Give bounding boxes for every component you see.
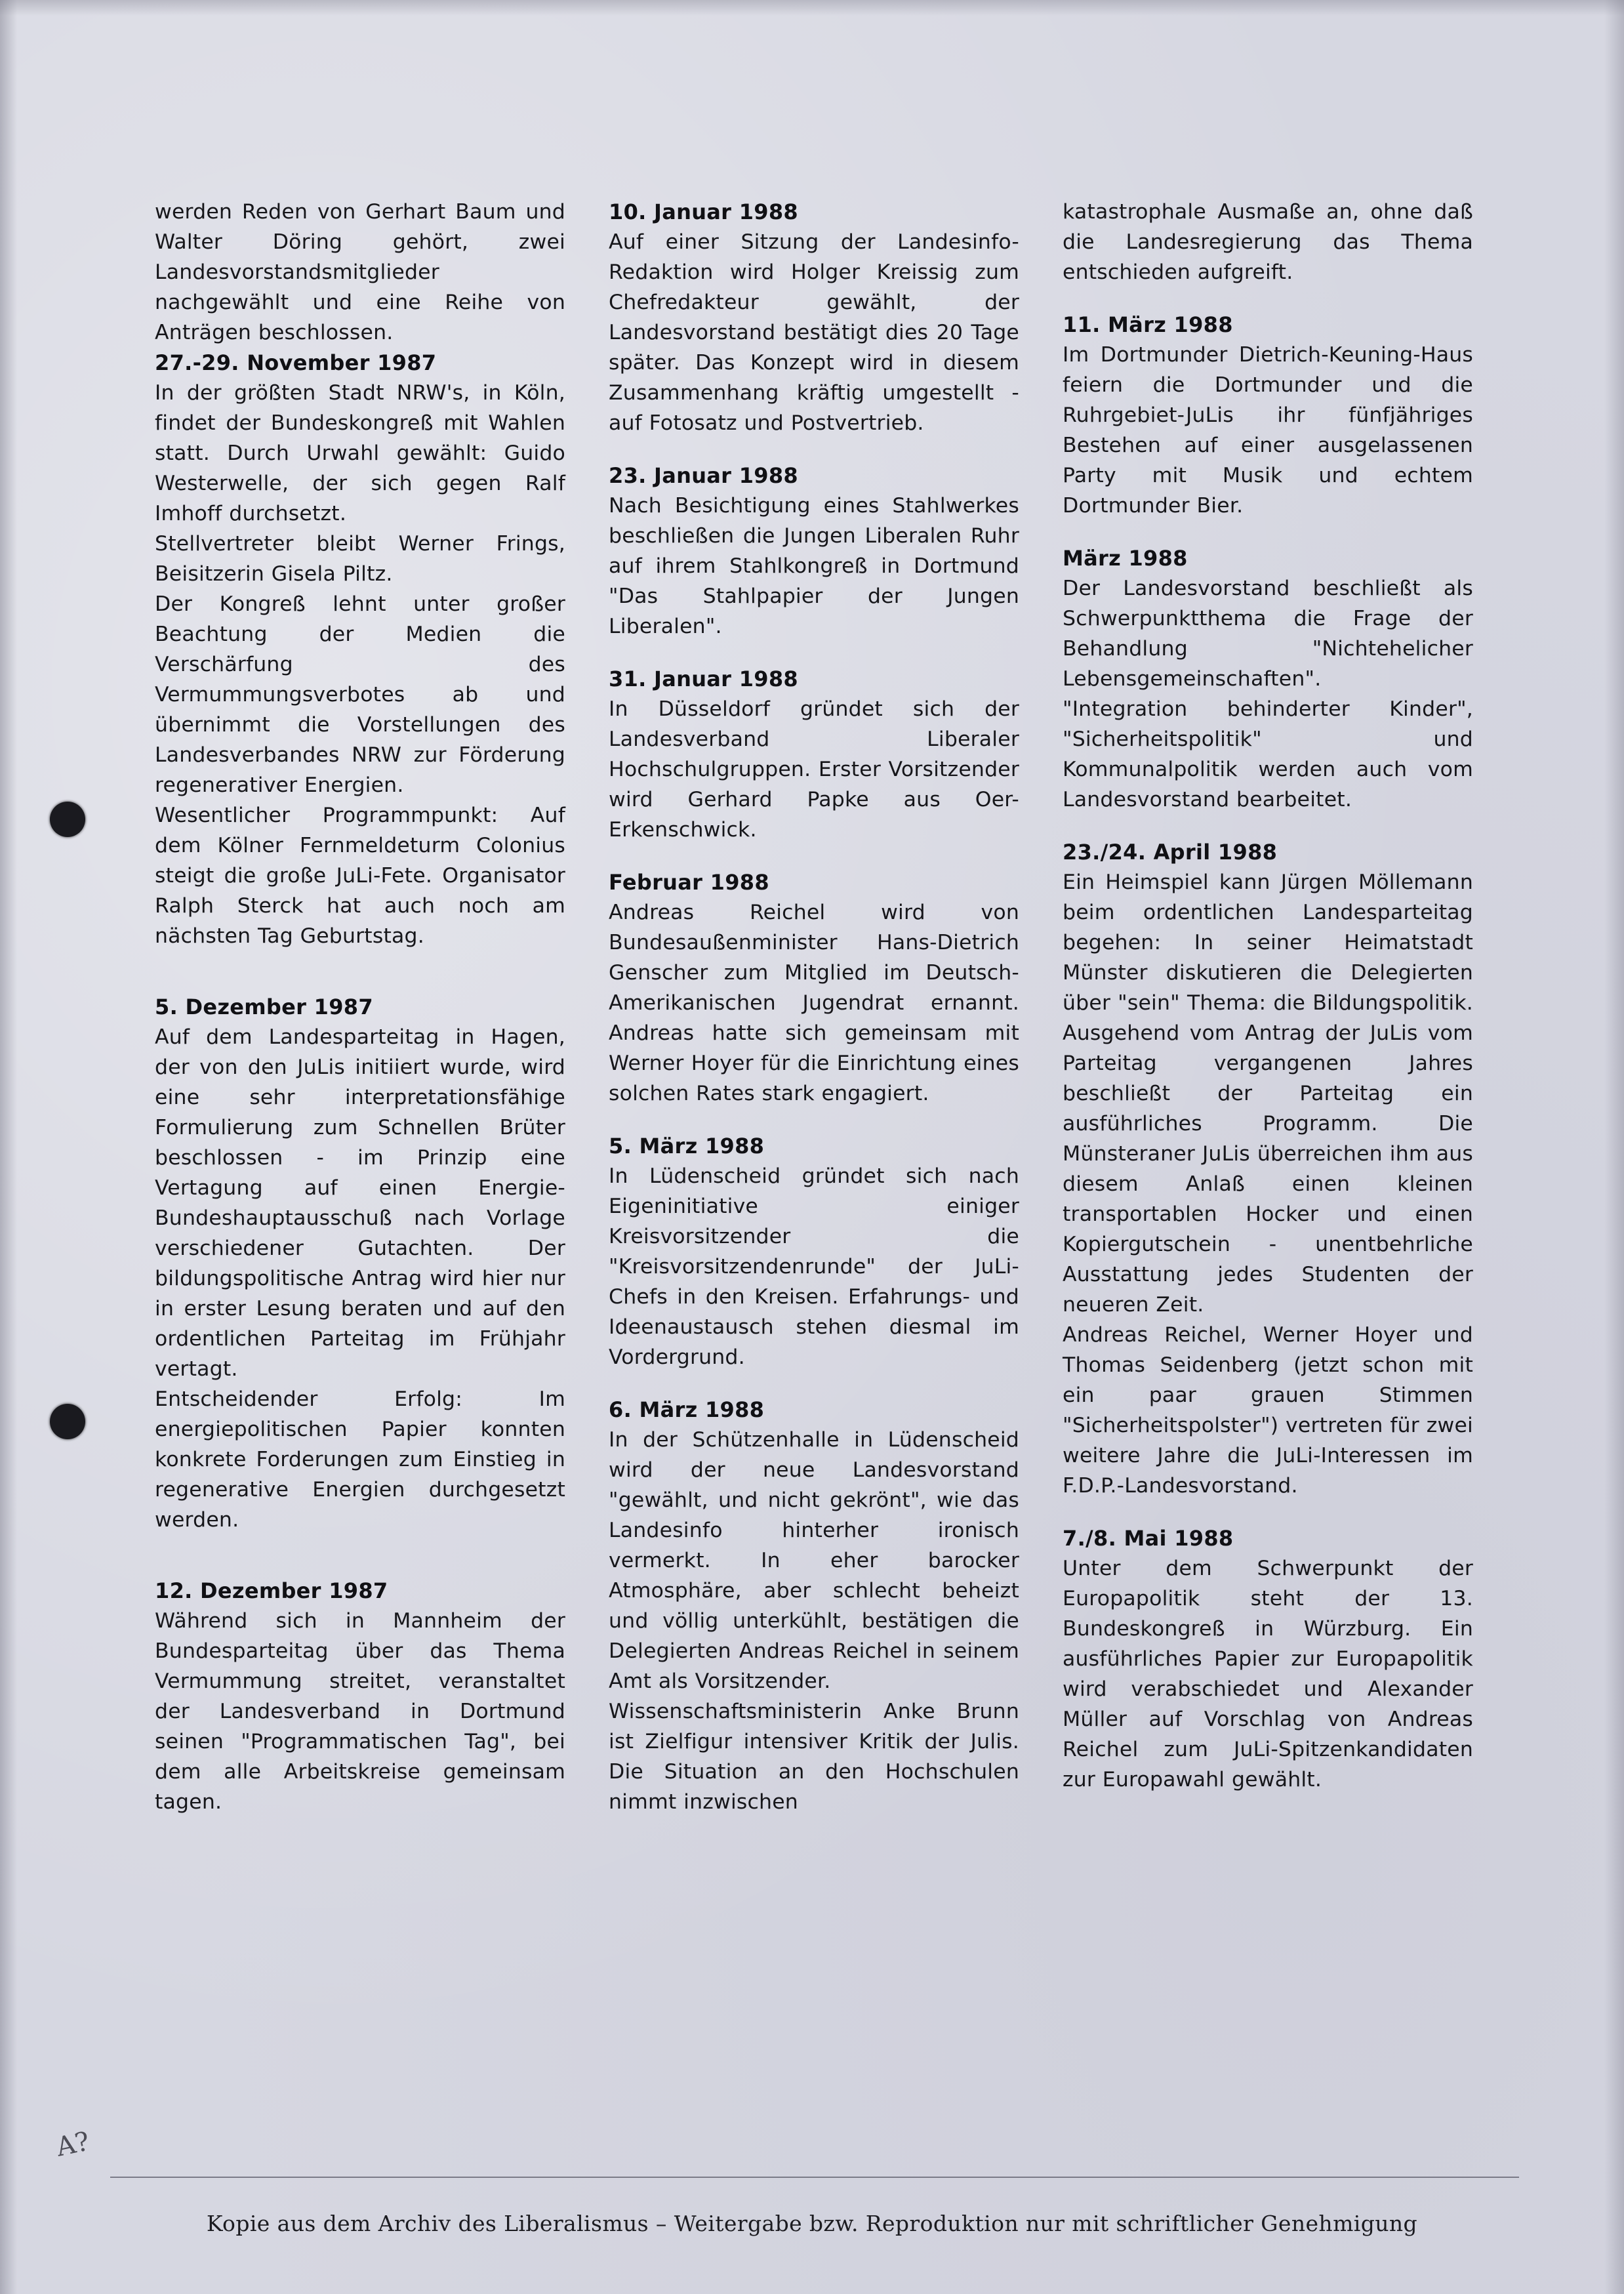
- archive-footer-note: Kopie aus dem Archiv des Liberalismus – Weitergabe bzw. Reproduktion nur mit schriftlicher Genehmigung: [206, 2211, 1418, 2236]
- date-heading: 23. Januar 1988: [609, 463, 798, 488]
- spacer: [1063, 521, 1473, 543]
- page-edge-shadow-right: [1604, 0, 1624, 2294]
- handwritten-margin-mark: A?: [53, 2126, 92, 2163]
- body-paragraph: Stellvertreter bleibt Werner Frings, Beisitzerin Gisela Piltz.: [155, 532, 565, 586]
- date-heading: 11. März 1988: [1063, 312, 1233, 337]
- body-paragraph: Wissenschaftsministerin Anke Brunn ist Zielfigur intensiver Kritik der Julis. Die Situation an den Hochschulen nimmt inzwischen: [609, 1700, 1019, 1814]
- body-paragraph: Wesentlicher Programmpunkt: Auf dem Kölner Fernmeldeturm Colonius steigt die große JuLi-Fete. Organisator Ralph Sterck hat auch noch am nächsten Tag Geburtstag.: [155, 804, 565, 948]
- body-paragraph: Andreas Reichel, Werner Hoyer und Thomas Seidenberg (jetzt schon mit ein paar grauen Stimmen "Sicherheitspolster") vertreten für zwei weitere Jahre die JuLi-Interessen im F.D.P.-Landesvorstand.: [1063, 1323, 1473, 1498]
- body-paragraph: Nach Besichtigung eines Stahlwerkes beschließen die Jungen Liberalen Ruhr auf ihrem Stahlkongreß in Dortmund "Das Stahlpapier der Jungen Liberalen".: [609, 494, 1019, 638]
- date-heading: 27.-29. November 1987: [155, 350, 437, 375]
- spacer: [609, 438, 1019, 461]
- spacer: [155, 951, 565, 992]
- date-heading: 12. Dezember 1987: [155, 1578, 388, 1603]
- spacer: [609, 845, 1019, 867]
- punch-hole: [50, 1404, 85, 1439]
- text-column: [1063, 197, 1473, 1817]
- spacer: [609, 1372, 1019, 1395]
- footer-divider: [110, 2177, 1519, 2178]
- date-heading: 6. März 1988: [609, 1397, 765, 1422]
- punch-hole: [50, 802, 85, 837]
- body-paragraph: katastrophale Ausmaße an, ohne daß die Landesregierung das Thema entschieden aufgreift.: [1063, 200, 1473, 284]
- body-paragraph: In Düsseldorf gründet sich der Landesverband Liberaler Hochschulgruppen. Erster Vorsitzender wird Gerhard Papke aus Oer-Erkenschwick.: [609, 697, 1019, 842]
- body-paragraph: Ein Heimspiel kann Jürgen Möllemann beim ordentlichen Landesparteitag begehen: In seiner Heimatstadt Münster diskutieren die Delegierten über "sein" Thema: die Bildungspolitik. Ausgehend vom Antrag der JuLis vom Parteitag vergangenen Jahres beschließt der Parteitag ein ausführliches Programm. Die Münsteraner JuLis überreichen ihm aus diesem Anlaß einen kleinen transportablen Hocker und einen Kopiergutschein - unentbehrliche Ausstattung jedes Studenten der neueren Zeit.: [1063, 870, 1473, 1317]
- text-column: [609, 197, 1019, 1817]
- spacer: [609, 642, 1019, 664]
- body-paragraph: Unter dem Schwerpunkt der Europapolitik steht der 13. Bundeskongreß in Würzburg. Ein ausführliches Papier zur Europapolitik wird verabschiedet und Alexander Müller auf Vorschlag von Andreas Reichel zum JuLi-Spitzenkandidaten zur Europawahl gewählt.: [1063, 1557, 1473, 1792]
- date-heading: 7./8. Mai 1988: [1063, 1526, 1234, 1551]
- spacer: [609, 1109, 1019, 1131]
- date-heading: Februar 1988: [609, 870, 769, 895]
- date-heading: 23./24. April 1988: [1063, 840, 1278, 865]
- spacer: [155, 1535, 565, 1576]
- date-heading: 10. Januar 1988: [609, 199, 798, 224]
- spacer: [1063, 287, 1473, 310]
- body-paragraph: werden Reden von Gerhart Baum und Walter Döring gehört, zwei Landesvorstandsmitglieder nachgewählt und eine Reihe von Anträgen beschlossen.: [155, 200, 565, 344]
- body-paragraph: "Integration behinderter Kinder", "Sicherheitspolitik" und Kommunalpolitik werden auch vom Landesvorstand bearbeitet.: [1063, 697, 1473, 811]
- date-heading: 5. Dezember 1987: [155, 994, 373, 1019]
- date-heading: 31. Januar 1988: [609, 666, 798, 691]
- date-heading: März 1988: [1063, 546, 1188, 571]
- page-edge-shadow-left: [0, 0, 17, 2294]
- page-edge-shadow-top: [0, 0, 1624, 16]
- body-paragraph: Der Landesvorstand beschließt als Schwerpunktthema die Frage der Behandlung "Nichtehelicher Lebensgemeinschaften".: [1063, 577, 1473, 691]
- spacer: [1063, 815, 1473, 837]
- body-paragraph: In der größten Stadt NRW's, in Köln, findet der Bundeskongreß mit Wahlen statt. Durch Urwahl gewählt: Guido Westerwelle, der sich gegen Ralf Imhoff durchsetzt.: [155, 381, 565, 525]
- body-paragraph: Im Dortmunder Dietrich-Keuning-Haus feiern die Dortmunder und die Ruhrgebiet-JuLis ihr fünfjähriges Bestehen auf einer ausgelassenen Party mit Musik und echtem Dortmunder Bier.: [1063, 343, 1473, 518]
- spacer: [1063, 1501, 1473, 1523]
- body-paragraph: Auf einer Sitzung der Landesinfo-Redaktion wird Holger Kreissig zum Chefredakteur gewählt, der Landesvorstand bestätigt dies 20 Tage später. Das Konzept wird in diesem Zusammenhang kräftig umgestellt - auf Fotosatz und Postvertrieb.: [609, 230, 1019, 435]
- body-paragraph: Andreas Reichel wird von Bundesaußenminister Hans-Dietrich Genscher zum Mitglied im Deutsch-Amerikanischen Jugendrat ernannt. Andreas hatte sich gemeinsam mit Werner Hoyer für die Einrichtung eines solchen Rates stark engagiert.: [609, 901, 1019, 1105]
- body-paragraph: Entscheidender Erfolg: Im energiepolitischen Papier konnten konkrete Forderungen zum Einstieg in regenerative Energien durchgesetzt werden.: [155, 1387, 565, 1532]
- text-column: [155, 197, 565, 1817]
- body-paragraph: In Lüdenscheid gründet sich nach Eigeninitiative einiger Kreisvorsitzender die "Kreisvorsitzendenrunde" der JuLi-Chefs in den Kreisen. Erfahrungs- und Ideenaustausch stehen diesmal im Vordergrund.: [609, 1164, 1019, 1369]
- body-paragraph: Der Kongreß lehnt unter großer Beachtung der Medien die Verschärfung des Vermummungsverbotes ab und übernimmt die Vorstellungen des Landesverbandes NRW zur Förderung regenerativer Energien.: [155, 592, 565, 797]
- body-paragraph: Während sich in Mannheim der Bundesparteitag über das Thema Vermummung streitet, veranstaltet der Landesverband in Dortmund seinen "Programmatischen Tag", bei dem alle Arbeitskreise gemeinsam tagen.: [155, 1609, 565, 1814]
- article-columns: [155, 197, 1473, 1817]
- date-heading: 5. März 1988: [609, 1134, 765, 1158]
- body-paragraph: Auf dem Landesparteitag in Hagen, der von den JuLis initiiert wurde, wird eine sehr interpretationsfähige Formulierung zum Schnellen Brüter beschlossen - im Prinzip eine Vertagung auf einen Energie-Bundeshauptausschuß nach Vorlage verschiedener Gutachten. Der bildungspolitische Antrag wird hier nur in erster Lesung beraten und auf den ordentlichen Parteitag im Frühjahr vertagt.: [155, 1025, 565, 1381]
- body-paragraph: In der Schützenhalle in Lüdenscheid wird der neue Landesvorstand "gewählt, und nicht gekrönt", wie das Landesinfo hinterher ironisch vermerkt. In eher barocker Atmosphäre, aber schlecht beheizt und völlig unterkühlt, bestätigen die Delegierten Andreas Reichel in seinem Amt als Vorsitzender.: [609, 1428, 1019, 1693]
